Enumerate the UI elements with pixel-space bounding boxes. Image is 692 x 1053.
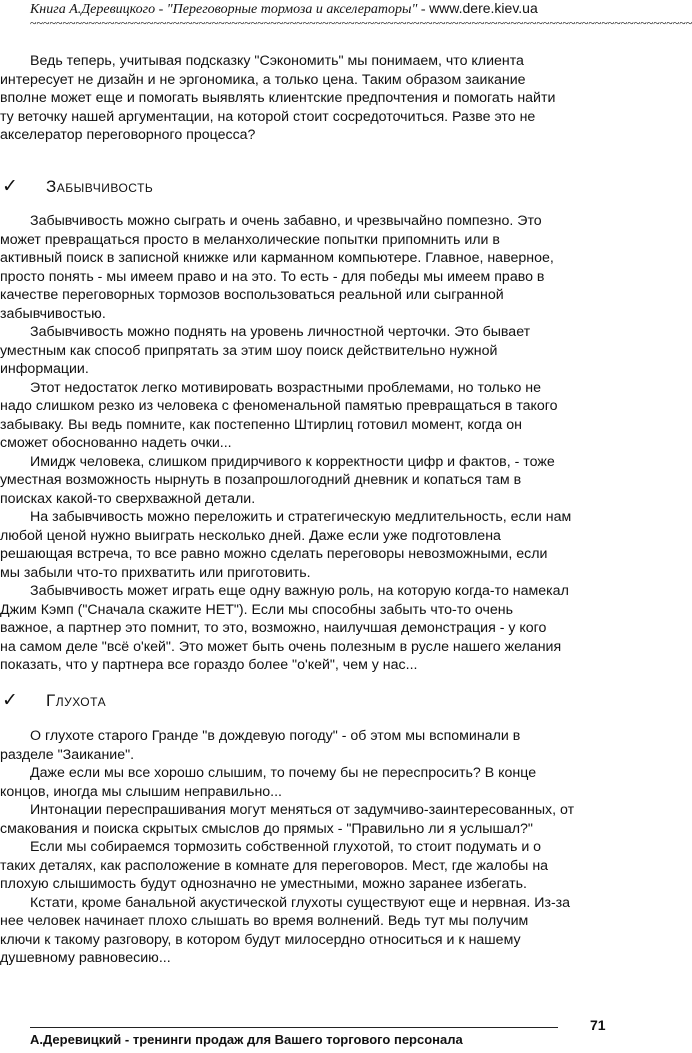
- paragraph: Если мы собираемся тормозить собственной глухотой, то стоит подумать и о таких деталях, как расположение в комнате для переговоров. Мест, где жалобы на плохую слышимость будут однозначно не уместными, можно заранее избегать.: [0, 839, 549, 892]
- intro-block: [0, 52, 620, 145]
- section1-body: [0, 212, 620, 675]
- section-title: Глухота: [46, 691, 107, 710]
- checkmark-icon: ✓: [2, 175, 18, 197]
- paragraph: Забывчивость можно поднять на уровень личностной черточки. Это бывает уместным как способ припрятать за этим шоу поиск действительно нужной информации.: [0, 324, 531, 377]
- paragraph: На забывчивость можно переложить и стратегическую медлительность, если нам любой ценой нужно выиграть несколько дней. Даже если уже подготовлена решающая встреча, то все равно можно сделать переговоры невозможными, если мы забыли что-то прихватить или приготовить.: [0, 509, 572, 581]
- paragraph: Имидж человека, слишком придирчивого к корректности цифр и фактов, - тоже уместная возможность нырнуть в позапрошлогодний дневник и копаться там в поисках какой-то сверхважной детали.: [0, 453, 555, 507]
- checkmark-icon: ✓: [2, 689, 18, 711]
- paragraph: Забывчивость может играть еще одну важную роль, на которую когда-то намекал Джим Кэмп ("Сначала скажите НЕТ"). Если мы способны забыть что-то очень важное, а партнер это помнит, то это, возможно, наилучшая демонстрация - у кого на самом деле "всё о'кей". Это может быть очень полезным в русле нашего желания показать, что у партнера все гораздо более "о'кей", чем у нас...: [0, 583, 569, 673]
- section-heading-glukhota: [0, 688, 300, 712]
- footer-divider: [30, 1027, 558, 1028]
- footer-text: А.Деревицкий - тренинги продаж для Вашего торгового персонала: [30, 1032, 463, 1047]
- section2-body: [0, 727, 620, 968]
- site-link[interactable]: www.dere.kiev.ua: [429, 0, 538, 16]
- paragraph: Кстати, кроме банальной акустической глухоты существуют еще и нервная. Из-за нее человек начинает плохо слышать во время волнений. Ведь тут мы получим ключи к такому разговору, в котором будут милосердно относиться и к нашему душевному равновесию...: [0, 894, 571, 966]
- book-title: Книга А.Деревицкого - "Переговорные тормоза и акселераторы" -: [30, 2, 430, 17]
- paragraph: Этот недостаток легко мотивировать возрастными проблемами, но только не надо слишком резко из человека с феноменальной памятью превращаться в такого забывaку. Вы ведь помните, как постепенно Штирлиц готовил момент, когда он сможет обоснованно надеть очки...: [0, 379, 558, 451]
- header-tilde-rule: ~~~~~~~~~~~~~~~~~~~~~~~~~~~~~~~~~~~~~~~~~~~~~~~~~~~~~~~~~~~~~~~~~~~~~~~~~~~~~~~~~~~~~~~~~~~~~~~~~~~~~~: [30, 16, 692, 30]
- paragraph: Даже если мы все хорошо слышим, то почему бы не переспросить? В конце концов, иногда мы слышим неправильно...: [0, 765, 537, 800]
- section-heading-zabyvchivost: [0, 174, 300, 198]
- intro-paragraph: Ведь теперь, учитывая подсказку "Сэкономить" мы понимаем, что клиента интересует не дизайн и не эргономика, а только цена. Таким образом заикание вполне может еще и помогать выявлять клиентские предпочтения и помогать найти ту веточку нашей аргументации, на которой стоит сосредоточиться. Разве это не акселератор переговорного процесса?: [0, 53, 556, 143]
- paragraph: Забывчивость можно сыграть и очень забавно, и чрезвычайно помпезно. Это может превращаться просто в меланхолические попытки припомнить или в активный поиск в записной книжке или карманном компьютере. Главное, наверное, просто понять - мы имеем право и на это. То есть - для победы мы имеем право в качестве переговорных тормозов воспользоваться реальной или сыгранной забывчивостью.: [0, 213, 554, 322]
- paragraph: О глухоте старого Гранде "в дождевую погоду" - об этом мы вспоминали в разделе "Заикание".: [0, 728, 521, 763]
- paragraph: Интонации переспрашивания могут меняться от задумчиво-заинтересованных, от смакования и поиска скрытых смыслов до прямых - "Правильно ли я услышал?": [0, 802, 575, 837]
- section-title: Забывчивость: [46, 177, 154, 196]
- page-number: 71: [590, 1017, 606, 1033]
